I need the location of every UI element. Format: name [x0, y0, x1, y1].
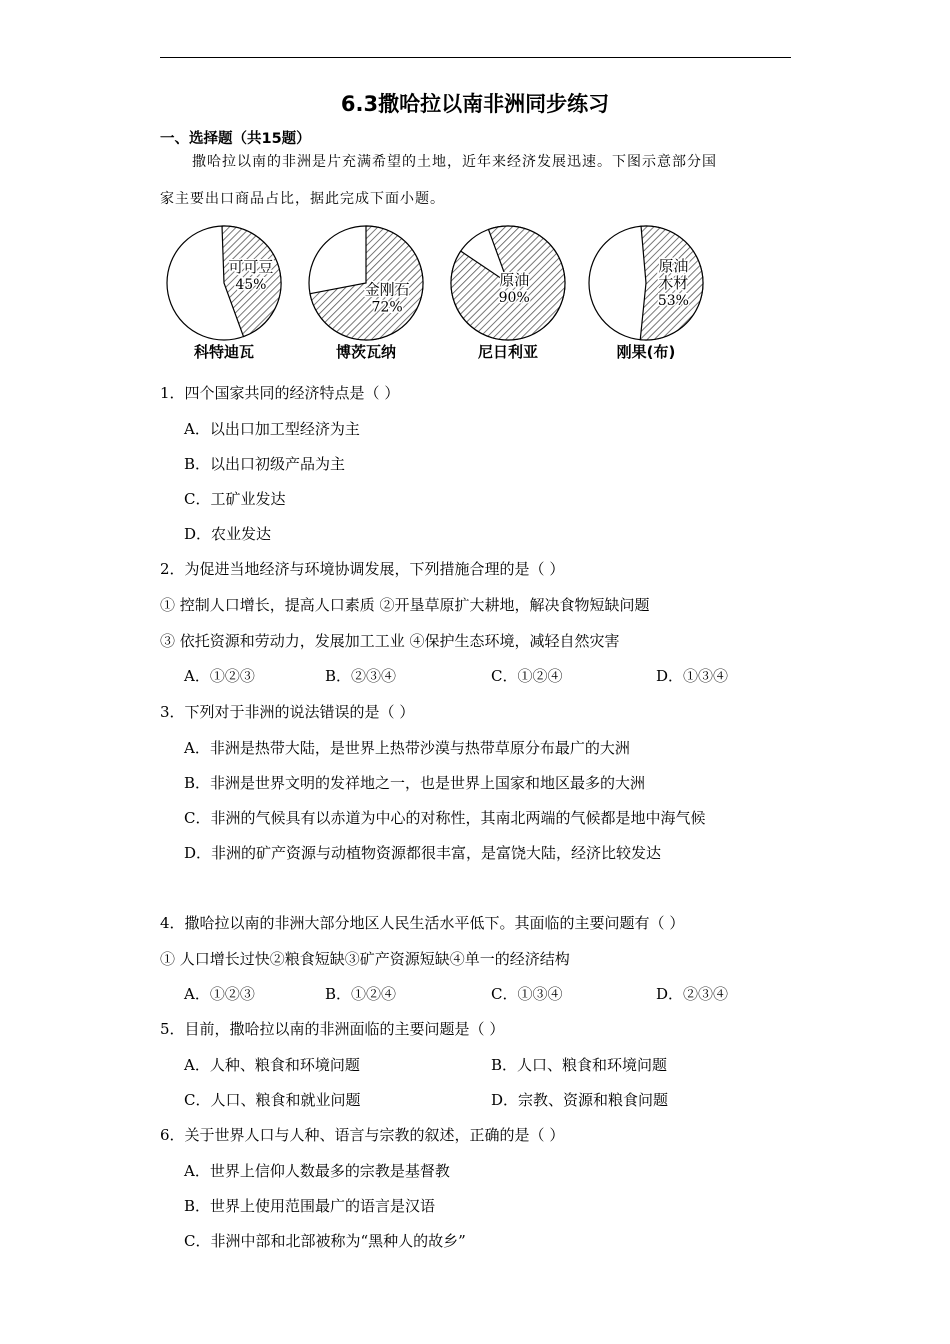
- q5-option-b: B．人口、粮食和环境问题: [491, 1056, 668, 1074]
- q3-option-b: B．非洲是世界文明的发祥地之一，也是世界上国家和地区最多的大洲: [184, 774, 646, 792]
- q1-option-c: C．工矿业发达: [184, 490, 286, 508]
- q5-stem: 5．目前，撒哈拉以南的非洲面临的主要问题是（ ）: [160, 1020, 505, 1038]
- q1-option-a: A．以出口加工型经济为主: [184, 420, 360, 438]
- q1-option-d: D．农业发达: [184, 525, 272, 543]
- section-heading: 一、选择题（共15题）: [160, 131, 311, 147]
- q3-option-c: C．非洲的气候具有以赤道为中心的对称性，其南北两端的气候都是地中海气候: [184, 809, 706, 827]
- q3-stem: 3．下列对于非洲的说法错误的是（ ）: [160, 703, 415, 721]
- q2-option-c: C．①②④: [491, 667, 563, 685]
- intro-line-2: 家主要出口商品占比，据此完成下面小题。: [160, 191, 445, 207]
- q2-statements-34: ③ 依托资源和劳动力，发展加工工业 ④保护生态环境，减轻自然灾害: [160, 632, 620, 650]
- q1-stem: 1．四个国家共同的经济特点是（ ）: [160, 384, 400, 402]
- q4-option-c: C．①③④: [491, 985, 563, 1003]
- q6-option-c: C．非洲中部和北部被称为“黑种人的故乡”: [184, 1232, 466, 1250]
- pie-country-3: 尼日利亚: [477, 343, 539, 361]
- pie-label-1-1: 可可豆: [228, 257, 274, 276]
- q4-statements: ① 人口增长过快②粮食短缺③矿产资源短缺④单一的经济结构: [160, 950, 570, 968]
- q4-option-d: D．②③④: [656, 985, 729, 1003]
- export-pie-charts: [158, 220, 718, 365]
- intro-line-1: 撒哈拉以南的非洲是片充满希望的土地，近年来经济发展迅速。下图示意部分国: [192, 154, 717, 170]
- q4-option-a: A．①②③: [184, 985, 255, 1003]
- pie-label-2-1: 金刚石: [364, 280, 410, 299]
- q2-option-a: A．①②③: [184, 667, 255, 685]
- q2-option-d: D．①③④: [656, 667, 729, 685]
- pie-percent-4: 53%: [657, 293, 689, 310]
- pie-percent-2: 72%: [371, 299, 403, 316]
- pie-label-4-1: 原油: [658, 257, 689, 276]
- q3-option-a: A．非洲是热带大陆，是世界上热带沙漠与热带草原分布最广的大洲: [184, 739, 630, 757]
- q5-option-d: D．宗教、资源和粮食问题: [491, 1091, 669, 1109]
- pie-percent-1: 45%: [235, 276, 267, 293]
- q2-option-b: B．②③④: [325, 667, 397, 685]
- q1-option-b: B．以出口初级产品为主: [184, 455, 346, 473]
- q5-option-a: A．人种、粮食和环境问题: [184, 1056, 360, 1074]
- q4-stem: 4．撒哈拉以南的非洲大部分地区人民生活水平低下。其面临的主要问题有（ ）: [160, 914, 685, 932]
- pie-label-3-1: 原油: [499, 270, 530, 289]
- q3-option-d: D．非洲的矿产资源与动植物资源都很丰富，是富饶大陆，经济比较发达: [184, 844, 662, 862]
- q6-option-b: B．世界上使用范围最广的语言是汉语: [184, 1197, 436, 1215]
- q2-stem: 2．为促进当地经济与环境协调发展，下列措施合理的是（ ）: [160, 560, 565, 578]
- q4-option-b: B．①②④: [325, 985, 397, 1003]
- q2-statements-12: ① 控制人口增长，提高人口素质 ②开垦草原扩大耕地，解决食物短缺问题: [160, 596, 650, 614]
- pie-percent-3: 90%: [498, 289, 530, 306]
- q6-stem: 6．关于世界人口与人种、语言与宗教的叙述，正确的是（ ）: [160, 1126, 565, 1144]
- pie-label-4-2: 木材: [658, 274, 689, 293]
- q5-option-c: C．人口、粮食和就业问题: [184, 1091, 361, 1109]
- pie-country-2: 博茨瓦纳: [335, 343, 397, 361]
- pie-country-1: 科特迪瓦: [193, 343, 255, 361]
- page-title: 6.3撒哈拉以南非洲同步练习: [340, 92, 610, 116]
- pie-country-4: 刚果(布): [616, 343, 676, 361]
- q6-option-a: A．世界上信仰人数最多的宗教是基督教: [184, 1162, 450, 1180]
- header-rule: [160, 57, 791, 58]
